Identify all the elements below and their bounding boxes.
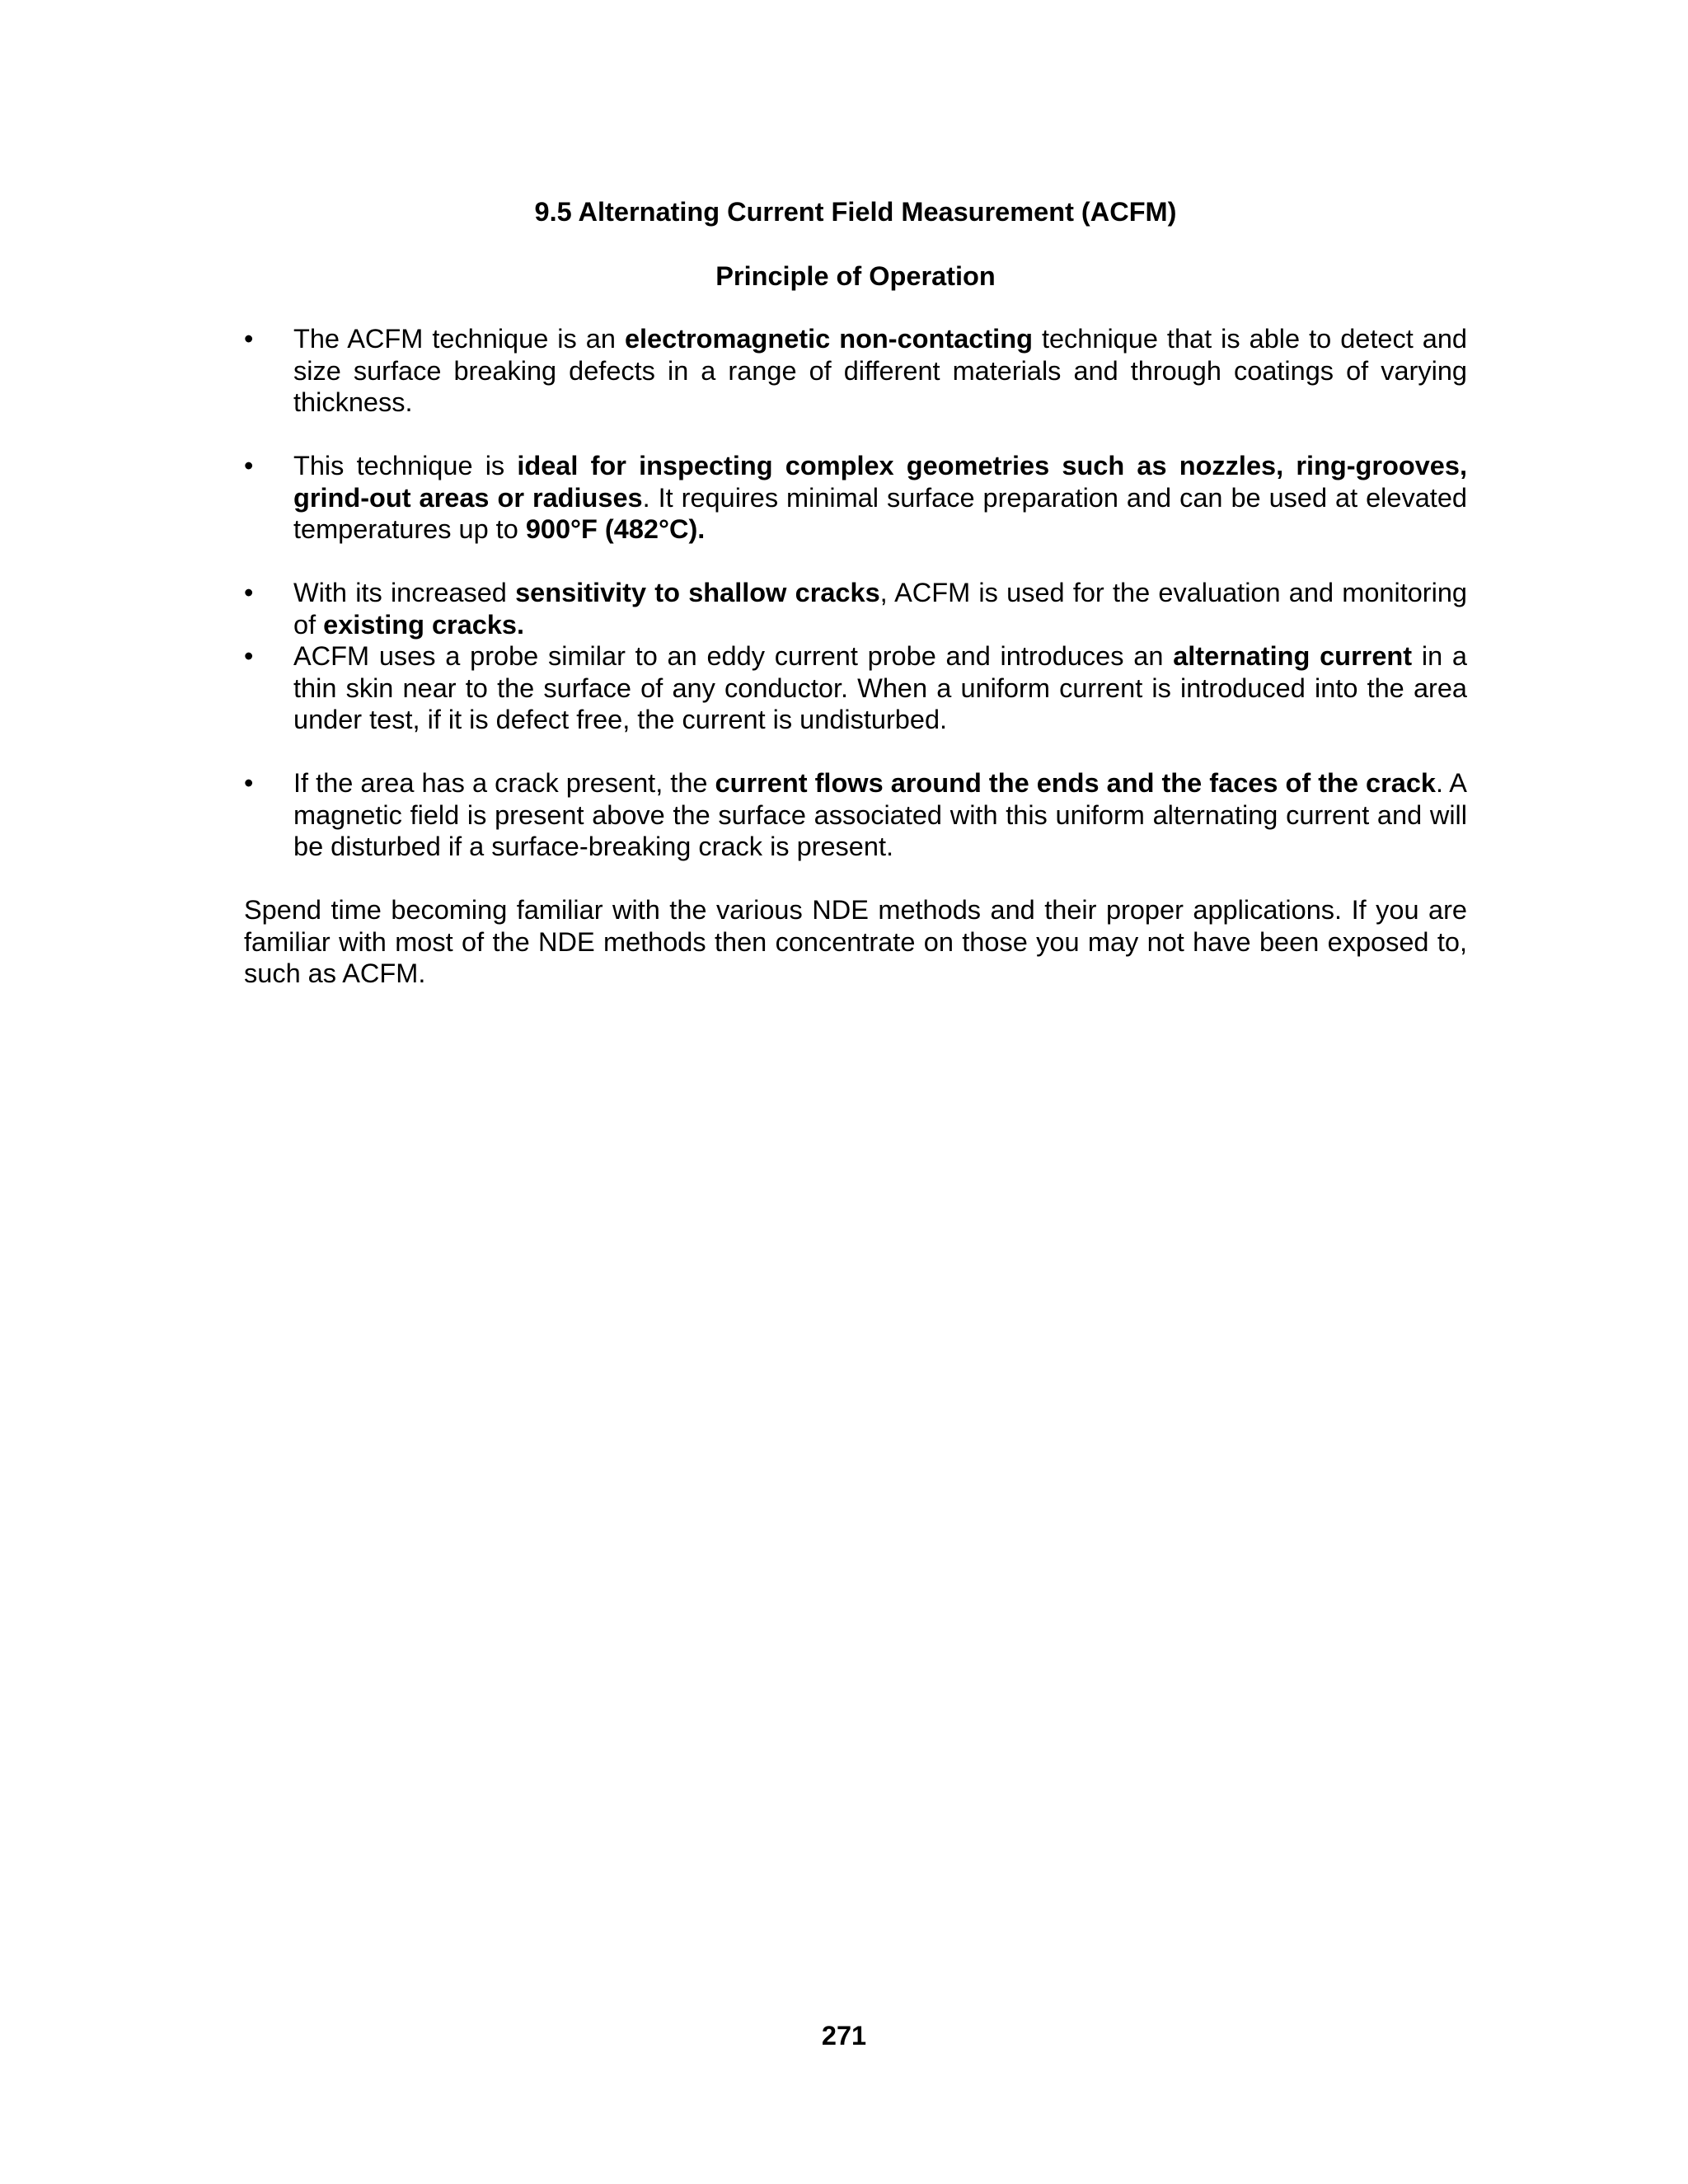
emphasis: 900°F (482°C). xyxy=(525,514,706,544)
bullet-marker: • xyxy=(244,641,254,671)
bullet-item xyxy=(244,640,1467,736)
emphasis: alternating current xyxy=(1173,641,1413,671)
emphasis: sensitivity to shallow cracks xyxy=(515,578,880,607)
bullet-item xyxy=(244,577,1467,640)
section-subtitle: Principle of Operation xyxy=(715,260,996,291)
bullet-item xyxy=(244,323,1467,419)
bullet-list xyxy=(244,323,1467,863)
bullet-marker: • xyxy=(244,451,254,480)
bullet-item xyxy=(244,767,1467,863)
page-content xyxy=(244,196,1467,990)
bullet-marker: • xyxy=(244,578,254,607)
emphasis: existing cracks. xyxy=(323,609,525,640)
bullet-text: ACFM uses a probe similar to an eddy current probe and introduces an alternating current in a thin skin near to the surface of any conductor. When a uniform current is introduced into the area under test, if it is defect free, the current is undisturbed. xyxy=(293,641,1467,734)
bullet-item xyxy=(244,450,1467,546)
bullet-text: The ACFM technique is an electromagnetic non-contacting technique that is able to detect and size surface breaking defects in a range of different materials and through coatings of varying thickness. xyxy=(293,324,1467,417)
bullet-text: With its increased sensitivity to shallow cracks, ACFM is used for the evaluation and monitoring of existing cracks. xyxy=(293,578,1467,640)
emphasis: current flows around the ends and the faces of the crack xyxy=(715,768,1436,798)
bullet-text: If the area has a crack present, the current flows around the ends and the faces of the crack. A magnetic field is present above the surface associated with this uniform alternating current and will be disturbed if a surface-breaking crack is present. xyxy=(293,768,1467,861)
bullet-marker: • xyxy=(244,768,254,798)
bullet-marker: • xyxy=(244,324,254,354)
closing-paragraph: Spend time becoming familiar with the various NDE methods and their proper applications. If you are familiar with most of the NDE methods then concentrate on those you may not have been exposed to, such as ACFM. xyxy=(244,895,1467,988)
page-number: 271 xyxy=(821,2021,867,2050)
emphasis: electromagnetic non-contacting xyxy=(624,324,1033,354)
emphasis: ideal for inspecting complex geometries such as nozzles, ring-grooves, grind-out areas or radiuses xyxy=(293,451,1467,513)
bullet-text: This technique is ideal for inspecting complex geometries such as nozzles, ring-grooves, grind-out areas or radiuses. It requires minimal surface preparation and can be used at elevated temperatures up to 900°F (482°C). xyxy=(293,451,1467,544)
section-title: 9.5 Alternating Current Field Measurement (ACFM) xyxy=(534,197,1177,227)
